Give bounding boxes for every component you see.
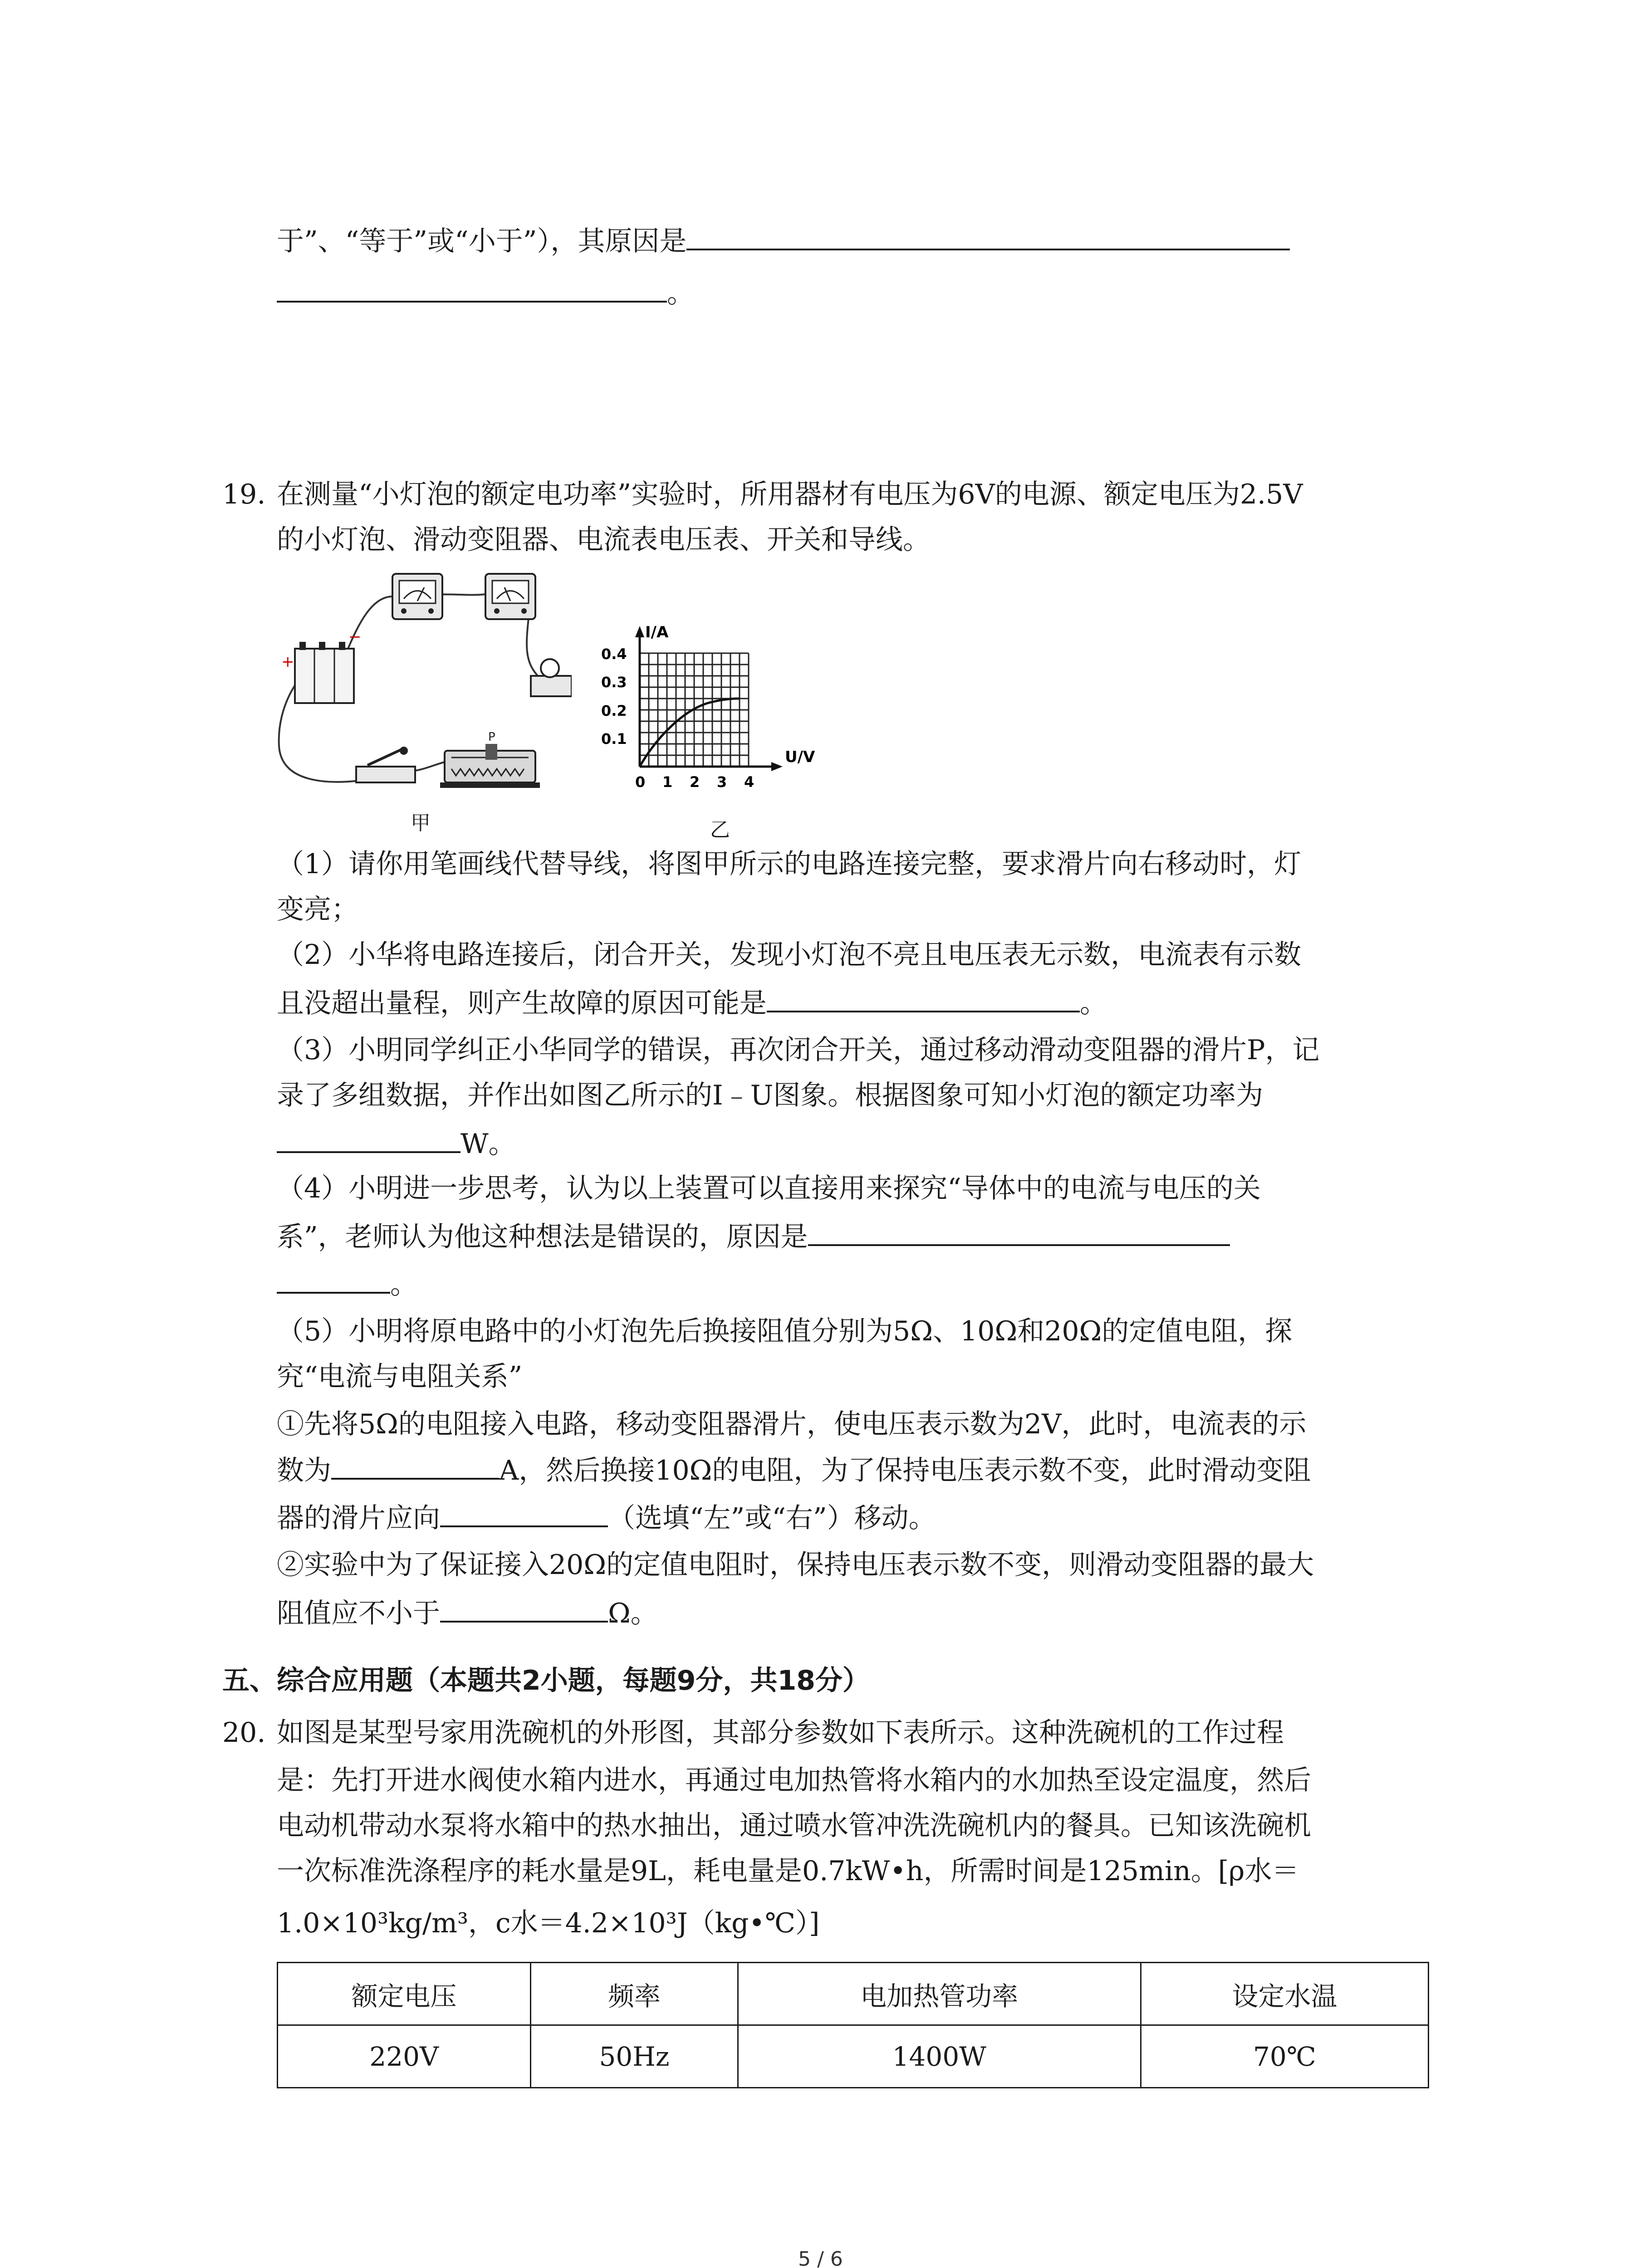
q19-part5b-line1: ②实验中为了保证接入20Ω的定值电阻时，保持电压表示数不变，则滑动变阻器的最大 xyxy=(277,1549,1314,1581)
page-number: 5 / 6 xyxy=(798,2248,843,2268)
figure-a-caption: 甲 xyxy=(411,811,431,835)
table-cell: 220V xyxy=(278,2025,531,2088)
voltmeter-icon xyxy=(485,574,535,619)
prev-question-line1 xyxy=(277,222,1290,259)
section-heading: 五、综合应用题（本题共2小题，每题9分，共18分） xyxy=(222,1665,870,1696)
prev-question-line2 xyxy=(277,274,694,312)
q20-line5: 1.0×10³kg/m³，c水＝4.2×10³J（kg•℃）] xyxy=(277,1907,820,1939)
q19-part5a-text: （选填“左”或“右”）移动。 xyxy=(608,1502,936,1534)
q19-part5b-text: Ω。 xyxy=(608,1598,658,1629)
x-axis-label: U/V xyxy=(785,748,815,766)
q19-part3-line3 xyxy=(277,1125,516,1162)
q19-number: 19. xyxy=(222,479,266,510)
q19-part5a-text: 器的滑片应向 xyxy=(277,1502,440,1534)
answer-blank[interactable] xyxy=(277,1266,390,1294)
table-header-row xyxy=(278,1963,1429,2025)
switch-icon xyxy=(356,747,415,782)
unit-text: W。 xyxy=(460,1128,516,1160)
answer-blank[interactable] xyxy=(277,274,667,303)
ammeter-icon xyxy=(392,574,442,619)
q19-part5a-line2 xyxy=(277,1452,1311,1489)
prev-question-text: 于”、“等于”或“小于”），其原因是 xyxy=(277,225,687,257)
q20-line3: 电动机带动水泵将水箱中的热水抽出，通过喷水管冲洗洗碗机内的餐具。已知该洗碗机 xyxy=(277,1810,1311,1842)
q19-part2-text: 且没超出量程，则产生故障的原因可能是 xyxy=(277,987,767,1019)
answer-blank[interactable] xyxy=(277,1125,460,1153)
q19-part2-line2 xyxy=(277,984,1107,1022)
q19-part2-line1: （2）小华将电路连接后，闭合开关，发现小灯泡不亮且电压表无示数，电流表有示数 xyxy=(277,939,1302,971)
table-header-cell: 频率 xyxy=(531,1963,738,2025)
x-tick-label: 0 xyxy=(635,773,646,791)
answer-blank[interactable] xyxy=(767,984,1080,1012)
x-tick-label: 3 xyxy=(717,773,727,791)
q19-part5-line2: 究“电流与电阻关系” xyxy=(277,1361,523,1393)
punctuation: 。 xyxy=(390,1269,417,1300)
q19-part3-line1: （3）小明同学纠正小华同学的错误，再次闭合开关，通过移动滑动变阻器的滑片P，记 xyxy=(277,1034,1320,1066)
y-tick-label: 0.2 xyxy=(601,702,627,719)
q19-part4-line1: （4）小明进一步思考，认为以上装置可以直接用来探究“导体中的电流与电压的关 xyxy=(277,1173,1261,1204)
circuit-figure xyxy=(272,569,572,814)
table-cell: 1400W xyxy=(738,2025,1141,2088)
q19-stem-line2: 的小灯泡、滑动变阻器、电流表电压表、开关和导线。 xyxy=(277,524,930,556)
q19-part3-line2: 录了多组数据，并作出如图乙所示的I﹣U图象。根据图象可知小灯泡的额定功率为 xyxy=(277,1080,1264,1111)
answer-blank[interactable] xyxy=(440,1499,608,1527)
table-header-cell: 电加热管功率 xyxy=(738,1963,1141,2025)
x-tick-label: 4 xyxy=(744,773,754,791)
iu-graph xyxy=(585,612,839,803)
x-axis-arrow xyxy=(771,762,783,771)
q19-part5-line1: （5）小明将原电路中的小灯泡先后换接阻值分别为5Ω、10Ω和20Ω的定值电阻，探 xyxy=(277,1315,1293,1347)
x-tick-label: 2 xyxy=(690,773,700,791)
answer-blank[interactable] xyxy=(686,222,1290,250)
y-axis-label: I/A xyxy=(645,623,669,641)
y-tick-label: 0.1 xyxy=(601,730,627,748)
answer-blank[interactable] xyxy=(808,1218,1230,1246)
q19-part4-text: 系”，老师认为他这种想法是错误的，原因是 xyxy=(277,1221,808,1253)
y-tick-label: 0.4 xyxy=(601,645,627,663)
table-header-cell: 设定水温 xyxy=(1141,1963,1428,2025)
q19-part5a-text: 数为 xyxy=(277,1455,331,1486)
punctuation: 。 xyxy=(1080,987,1107,1019)
y-tick-label: 0.3 xyxy=(601,674,627,691)
q20-line4: 一次标准洗涤程序的耗水量是9L，耗电量是0.7kW•h，所需时间是125min。[ρ水＝ xyxy=(277,1855,1299,1887)
q19-part5a-line1: ①先将5Ω的电阻接入电路，移动变阻器滑片，使电压表示数为2V，此时，电流表的示 xyxy=(277,1408,1307,1440)
q20-number: 20. xyxy=(222,1717,266,1749)
q20-line1: 如图是某型号家用洗碗机的外形图，其部分参数如下表所示。这种洗碗机的工作过程 xyxy=(277,1717,1284,1749)
q20-line2: 是：先打开进水阀使水箱内进水，再通过电加热管将水箱内的水加热至设定温度，然后 xyxy=(277,1765,1311,1796)
battery-minus: − xyxy=(348,628,362,646)
wire xyxy=(413,762,445,771)
rheostat-icon xyxy=(440,744,540,788)
table-header-cell: 额定电压 xyxy=(278,1963,531,2025)
q19-part4-line3 xyxy=(277,1266,417,1303)
answer-blank[interactable] xyxy=(440,1594,608,1623)
table-cell: 50Hz xyxy=(531,2025,738,2088)
slider-label: P xyxy=(488,730,495,744)
answer-blank[interactable] xyxy=(331,1452,499,1480)
q19-part1-line2: 变亮； xyxy=(277,894,358,925)
x-tick-label: 1 xyxy=(662,773,673,791)
q19-part5b-line2 xyxy=(277,1594,658,1632)
q19-part4-line2 xyxy=(277,1218,1230,1255)
q19-part5b-text: 阻值应不小于 xyxy=(277,1598,440,1629)
q19-part5a-line3 xyxy=(277,1499,936,1536)
spec-table xyxy=(277,1962,1429,2088)
figure-b-caption: 乙 xyxy=(710,818,730,841)
punctuation: 。 xyxy=(667,278,694,309)
table-row xyxy=(278,2025,1429,2088)
q19-part1-line1: （1）请你用笔画线代替导线，将图甲所示的电路连接完整，要求滑片向右移动时，灯 xyxy=(277,848,1302,880)
q19-stem-line1: 在测量“小灯泡的额定电功率”实验时，所用器材有电压为6V的电源、额定电压为2.5V xyxy=(277,479,1303,510)
battery-plus: + xyxy=(281,653,294,671)
lamp-icon xyxy=(531,659,572,696)
q19-part5a-text: A，然后换接10Ω的电阻，为了保持电压表示数不变，此时滑动变阻 xyxy=(499,1455,1311,1486)
y-axis-arrow xyxy=(635,626,644,637)
battery-icon xyxy=(295,642,354,703)
table-cell: 70℃ xyxy=(1141,2025,1428,2088)
